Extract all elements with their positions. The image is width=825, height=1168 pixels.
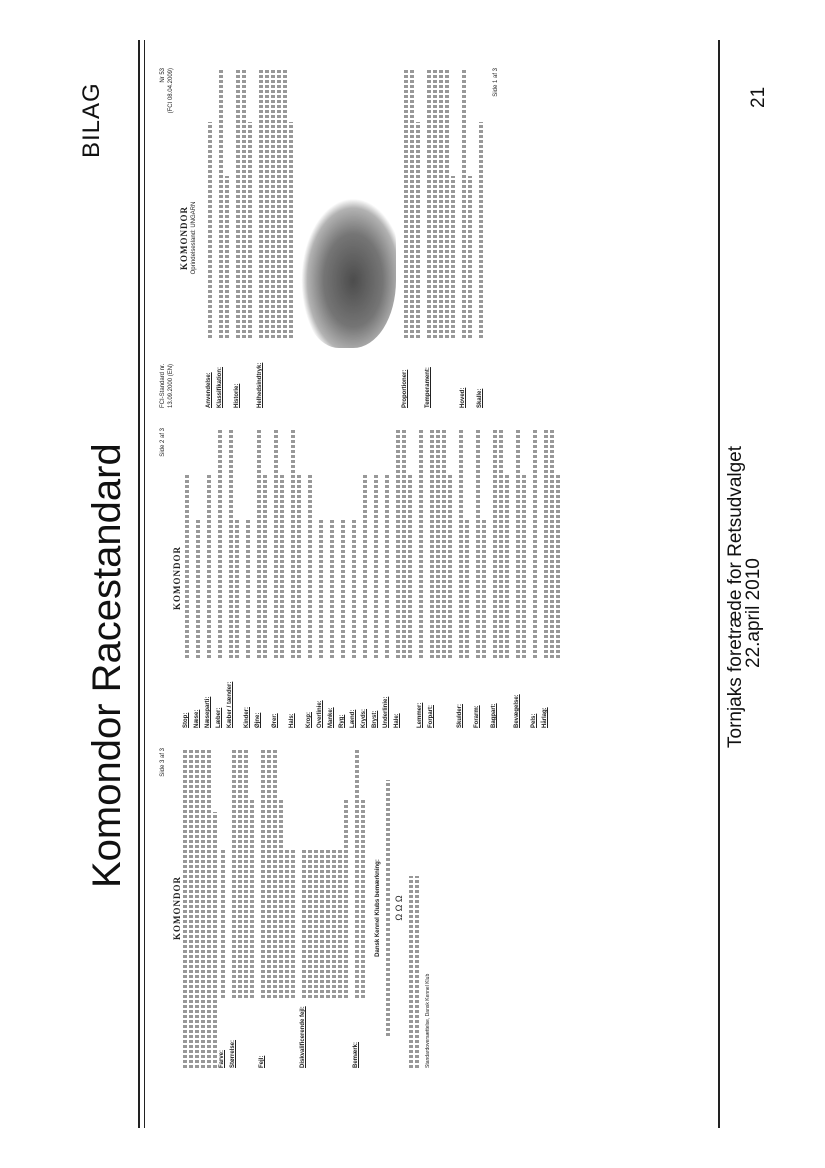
doc3-row xyxy=(300,748,350,1068)
field-label: Temperament: xyxy=(425,367,431,408)
doc1-number: Nr 53 xyxy=(160,68,166,83)
field-label: Ører: xyxy=(272,713,278,728)
doc2-row xyxy=(531,428,539,728)
field-label: Hals: xyxy=(289,713,295,728)
doc3-row xyxy=(219,748,227,1068)
field-label: Historie: xyxy=(234,383,240,408)
doc2-row xyxy=(194,428,202,728)
field-label: Næseparti: xyxy=(205,696,211,728)
doc2-row xyxy=(428,428,454,728)
field-label: Overlinie: xyxy=(317,700,323,728)
standard-page-2 xyxy=(160,428,700,728)
doc3-symbols: Ω Ω Ω xyxy=(393,895,404,921)
doc2-row xyxy=(474,428,488,728)
doc2-row xyxy=(244,428,252,728)
doc3-page: Side 3 af 3 xyxy=(160,748,166,777)
doc2-row xyxy=(491,428,511,728)
doc3-row xyxy=(353,748,367,1068)
field-label: Fejl: xyxy=(259,1055,265,1068)
field-label: Skalle: xyxy=(477,388,483,408)
standard-page-1 xyxy=(160,68,700,408)
field-label: Kryds: xyxy=(361,708,367,728)
field-label: Kæber / tænder: xyxy=(227,681,233,728)
doc2-row xyxy=(394,428,414,728)
doc2-header xyxy=(160,428,168,728)
field-label: Forpart: xyxy=(428,705,434,728)
field-label: Farve: xyxy=(219,1049,225,1068)
doc1-row xyxy=(425,68,457,408)
field-label: Proportioner: xyxy=(402,369,408,408)
doc2-row xyxy=(317,428,325,728)
field-label: Bevægelse: xyxy=(514,694,520,728)
doc2-row xyxy=(328,428,336,728)
doc1-breed: KOMONDOR xyxy=(179,206,189,270)
field-label: Anvendelse: xyxy=(206,372,212,408)
doc3-footnote: Standardoversættelse, Dansk Kennel Klub xyxy=(425,973,431,1068)
field-label: Skulder: xyxy=(457,703,463,728)
field-label: Helhedsindtryk: xyxy=(257,362,263,408)
doc3-quote: Dansk Kennel Klubs bemærkning: xyxy=(375,859,381,957)
dog-photo xyxy=(301,198,396,348)
field-label: Kinder: xyxy=(244,707,250,728)
field-label: Stop: xyxy=(183,712,189,728)
doc1-date: 13.09.2000 (EN) xyxy=(167,363,174,408)
doc1-row xyxy=(257,68,295,408)
doc1-row xyxy=(477,68,485,408)
doc3-row xyxy=(230,748,256,1068)
field-label: Bagpart: xyxy=(491,703,497,728)
footer-title: Tornjaks foretræde for Retsudvalget xyxy=(725,445,746,748)
field-label: Hårlag: xyxy=(542,707,548,728)
doc1-row xyxy=(402,68,422,408)
doc1-page: Side 1 af 3 xyxy=(493,68,499,97)
field-label: Lemmer: xyxy=(417,702,423,728)
doc1-header xyxy=(160,68,175,408)
doc2-row xyxy=(272,428,286,728)
doc2-row xyxy=(183,428,191,728)
doc2-row xyxy=(350,428,358,728)
field-label: Hoved: xyxy=(460,387,466,408)
doc2-row xyxy=(216,428,224,728)
bilag-label: BILAG xyxy=(78,82,105,158)
doc2-row xyxy=(255,428,269,728)
standard-page-3 xyxy=(160,748,700,1068)
field-label: Klassifikation: xyxy=(217,366,223,408)
field-label: Øjne: xyxy=(255,712,261,728)
doc1-row xyxy=(206,68,214,408)
field-label: Underlinie: xyxy=(383,696,389,728)
field-label: Krop: xyxy=(306,712,312,728)
doc2-breed: KOMONDOR xyxy=(171,546,182,610)
field-label: Lænd: xyxy=(350,709,356,728)
doc2-row xyxy=(306,428,314,728)
field-label: Diskvalificerende fejl: xyxy=(300,1006,306,1068)
doc2-row xyxy=(417,428,425,728)
doc3-header xyxy=(160,748,168,1068)
doc1-fci-label: FCI-Standard nr. xyxy=(160,363,166,408)
field-label: Størrelse: xyxy=(230,1039,236,1068)
doc2-row xyxy=(205,428,213,728)
footer-date: 22.april 2010 xyxy=(743,558,764,668)
doc1-fci-date: (FCI 08.04.2009) xyxy=(167,68,174,114)
field-label: Bryst: xyxy=(372,710,378,728)
doc2-page: Side 2 af 3 xyxy=(160,428,166,457)
doc2-row xyxy=(372,428,380,728)
field-label: Pels: xyxy=(531,713,537,728)
doc1-subtitle: Oprindelsesland: UNGARN xyxy=(190,201,197,275)
doc2-row xyxy=(457,428,471,728)
doc1-row xyxy=(217,68,231,408)
field-label: Manke: xyxy=(328,707,334,728)
doc2-row xyxy=(361,428,369,728)
page-title: Komondor Racestandard xyxy=(85,443,129,888)
doc1-row xyxy=(460,68,474,408)
doc2-row xyxy=(289,428,303,728)
field-label: Bemærk: xyxy=(353,1041,359,1068)
field-label: Læber: xyxy=(216,707,222,728)
doc1-row xyxy=(234,68,254,408)
doc2-row xyxy=(339,428,347,728)
doc3-breed: KOMONDOR xyxy=(171,876,182,940)
doc2-row xyxy=(514,428,528,728)
doc2-row xyxy=(227,428,241,728)
doc2-row xyxy=(383,428,391,728)
page-number: 21 xyxy=(748,86,769,108)
field-label: Ryg: xyxy=(339,714,345,728)
field-label: Næse: xyxy=(194,709,200,728)
doc2-row xyxy=(542,428,562,728)
doc3-row xyxy=(259,748,297,1068)
field-label: Forarm: xyxy=(474,705,480,728)
field-label: Hale: xyxy=(394,713,400,728)
